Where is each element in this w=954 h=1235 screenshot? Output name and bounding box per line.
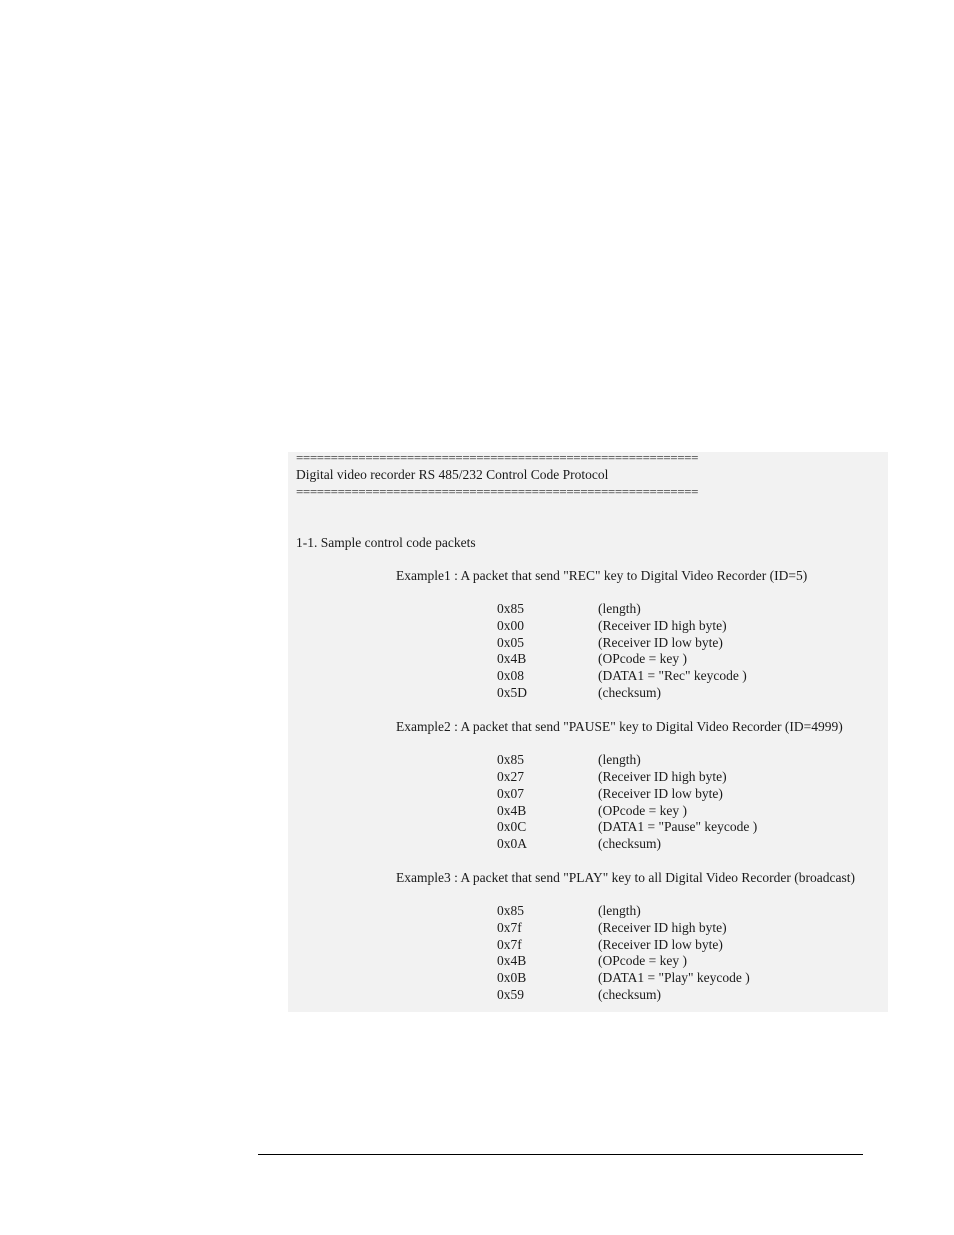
table-row-desc: (Receiver ID low byte) (598, 635, 723, 650)
table-row-desc: (OPcode = key ) (598, 803, 687, 818)
document-title: Digital video recorder RS 485/232 Control Code Protocol (296, 467, 609, 482)
table-row-code: 0x27 (497, 769, 524, 784)
table-row-desc: (DATA1 = "Rec" keycode ) (598, 668, 747, 683)
table-row-desc: (length) (598, 601, 641, 616)
table-row-code: 0x08 (497, 668, 524, 683)
table-row-desc: (checksum) (598, 987, 661, 1002)
section-heading: 1-1. Sample control code packets (296, 535, 476, 550)
table-row-desc: (DATA1 = "Pause" keycode ) (598, 819, 758, 834)
example-2-title: Example2 : A packet that send "PAUSE" key to Digital Video Recorder (ID=4999) (396, 719, 843, 734)
example-1-title: Example1 : A packet that send "REC" key to Digital Video Recorder (ID=5) (396, 568, 808, 583)
table-row-desc: (Receiver ID high byte) (598, 618, 727, 633)
table-row-code: 0x0A (497, 836, 527, 851)
table-row-desc: (checksum) (598, 685, 661, 700)
table-row-code: 0x4B (497, 953, 527, 968)
table-row-desc: (Receiver ID high byte) (598, 920, 727, 935)
table-row-code: 0x4B (497, 803, 527, 818)
table-row-desc: (checksum) (598, 836, 661, 851)
table-row-desc: (Receiver ID low byte) (598, 786, 723, 801)
table-row-desc: (Receiver ID low byte) (598, 937, 723, 952)
table-row-desc: (OPcode = key ) (598, 651, 687, 666)
table-row-desc: (DATA1 = "Play" keycode ) (598, 970, 750, 985)
table-row-code: 0x59 (497, 987, 524, 1002)
table-row-code: 0x07 (497, 786, 524, 801)
table-row-desc: (OPcode = key ) (598, 953, 687, 968)
table-row-code: 0x85 (497, 601, 524, 616)
footer-divider (258, 1154, 863, 1155)
table-row-desc: (length) (598, 752, 641, 767)
header-rule-bottom: ========================================================== (296, 484, 699, 499)
table-row-code: 0x0C (497, 819, 527, 834)
example-3-title: Example3 : A packet that send "PLAY" key to all Digital Video Recorder (broadcast) (396, 870, 855, 885)
table-row-desc: (length) (598, 903, 641, 918)
header-rule-top: ========================================================== (296, 450, 699, 465)
table-row-desc: (Receiver ID high byte) (598, 769, 727, 784)
table-row-code: 0x7f (497, 920, 522, 935)
table-row-code: 0x0B (497, 970, 527, 985)
table-row-code: 0x7f (497, 937, 522, 952)
table-row-code: 0x4B (497, 651, 527, 666)
table-row-code: 0x00 (497, 618, 524, 633)
table-row-code: 0x05 (497, 635, 524, 650)
table-row-code: 0x5D (497, 685, 527, 700)
table-row-code: 0x85 (497, 752, 524, 767)
table-row-code: 0x85 (497, 903, 524, 918)
